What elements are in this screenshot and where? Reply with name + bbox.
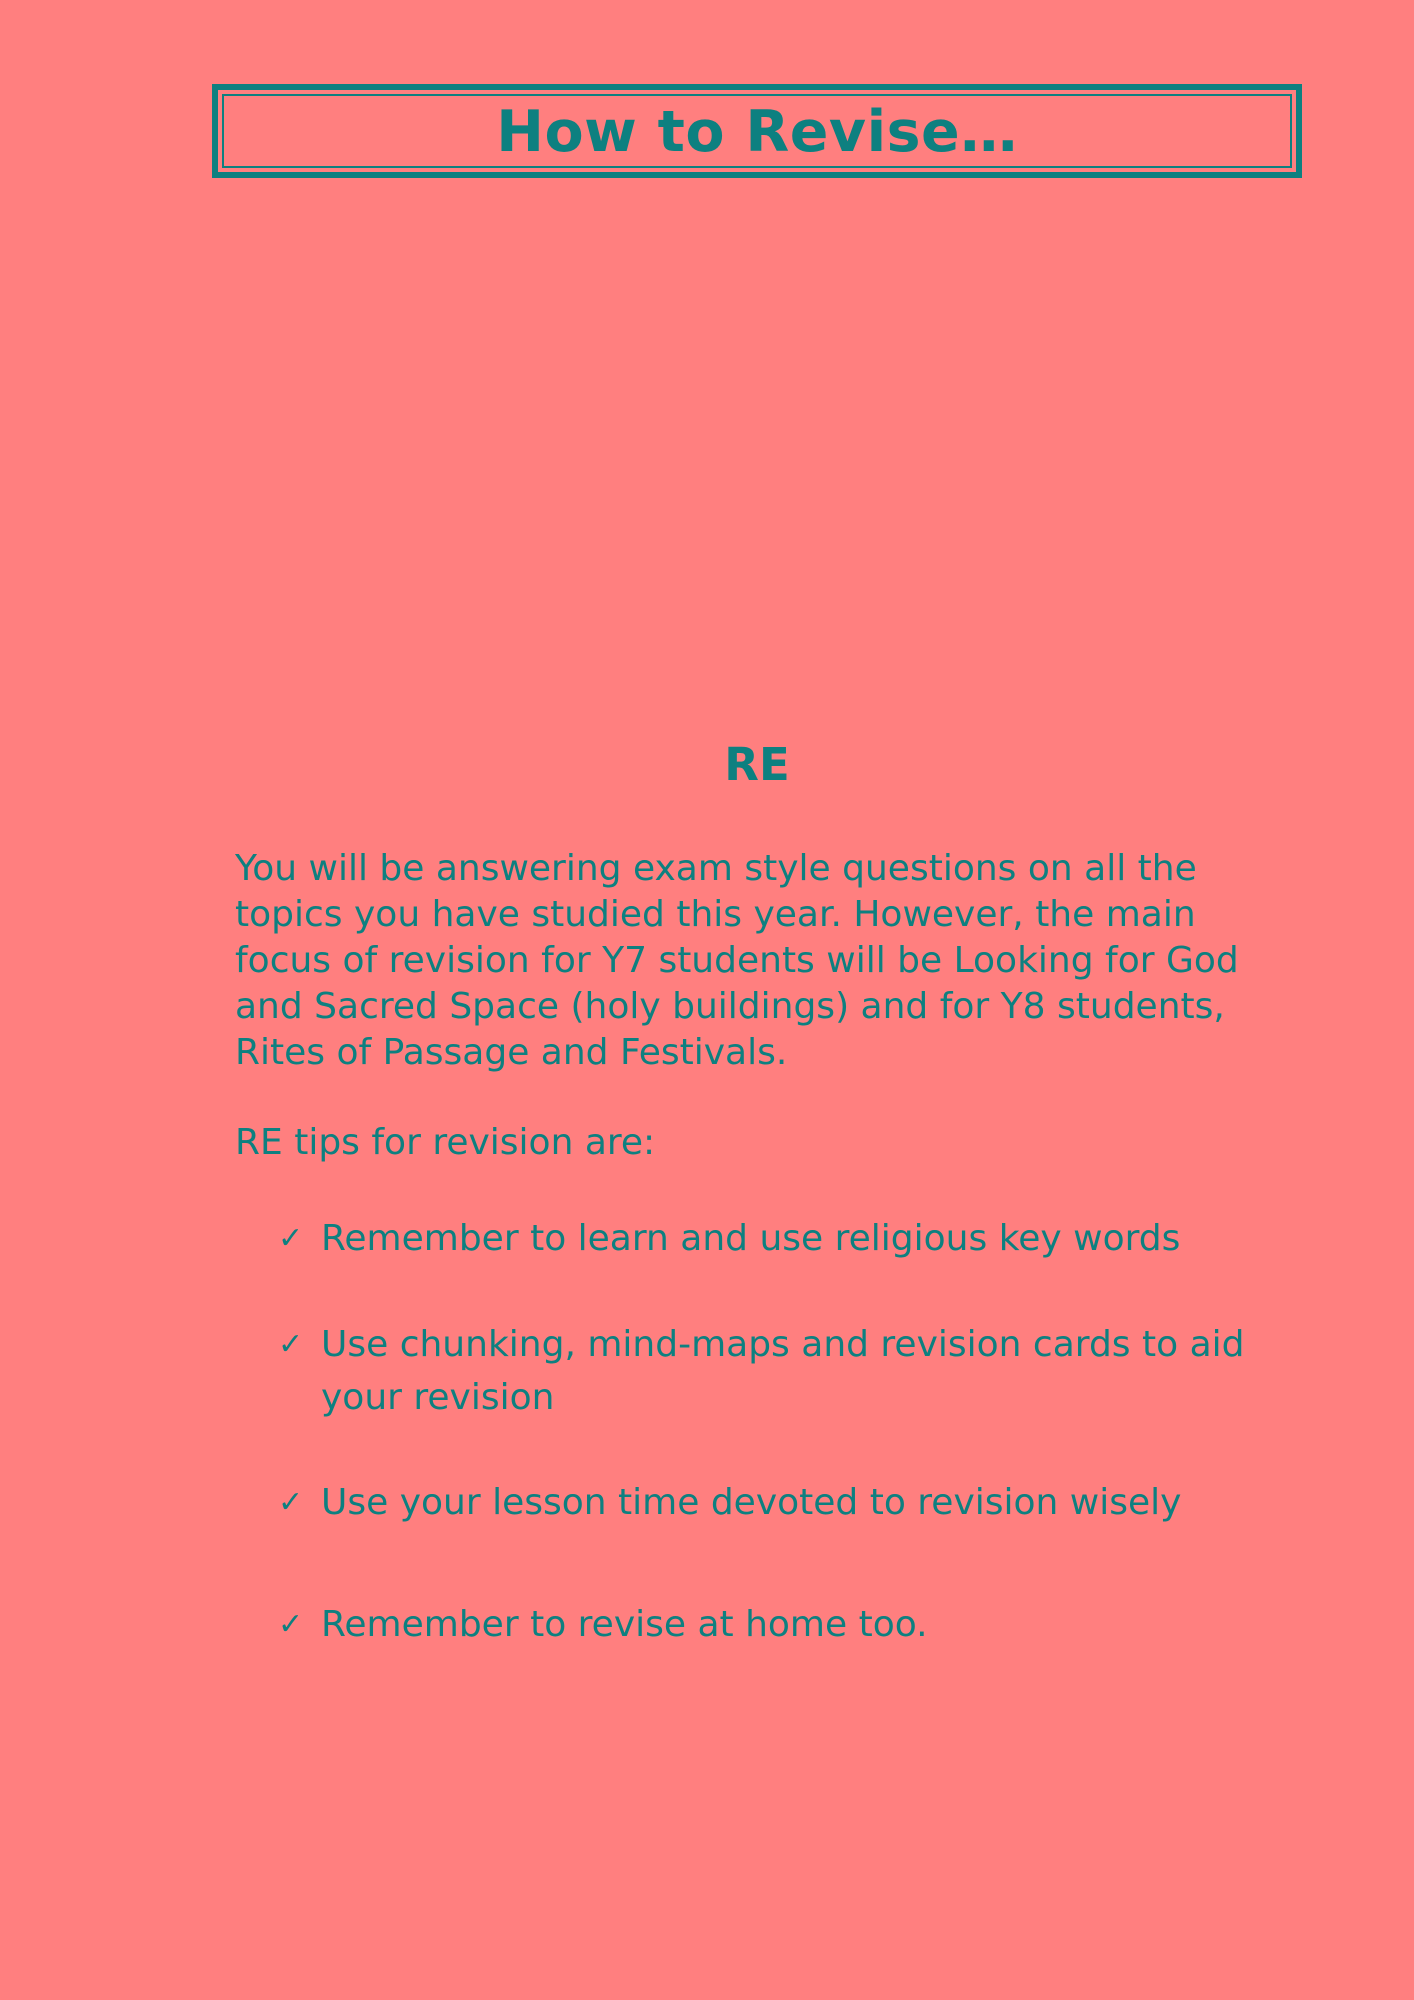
checkmark-icon: ✓ (278, 1221, 304, 1256)
tip-item (278, 1318, 1318, 1424)
tip-text: Remember to revise at home too. (321, 1604, 928, 1645)
checkmark-icon: ✓ (278, 1327, 304, 1362)
checkmark-icon: ✓ (278, 1607, 304, 1642)
tips-label: RE tips for revision are: (235, 1122, 656, 1163)
section-heading: RE (724, 738, 790, 791)
tip-item (278, 1212, 1318, 1265)
tip-text: Remember to learn and use religious key words (321, 1218, 1181, 1259)
title-inner-frame (222, 94, 1292, 168)
checkmark-icon: ✓ (278, 1485, 304, 1520)
tip-item (278, 1598, 1318, 1651)
title-box (212, 84, 1302, 178)
intro-paragraph: You will be answering exam style questions on all the topics you have studied this year. However, the main focus of revision for Y7 students will be Looking for God and Sacred Space (holy buildings) and for Y8 students, Rites of Passage and Festivals. (235, 848, 1239, 1073)
tip-item (278, 1476, 1318, 1529)
page-title: How to Revise… (496, 98, 1018, 165)
tip-text: Use chunking, mind-maps and revision cards to aid your revision (321, 1324, 1245, 1418)
tip-text: Use your lesson time devoted to revision wisely (321, 1482, 1182, 1523)
